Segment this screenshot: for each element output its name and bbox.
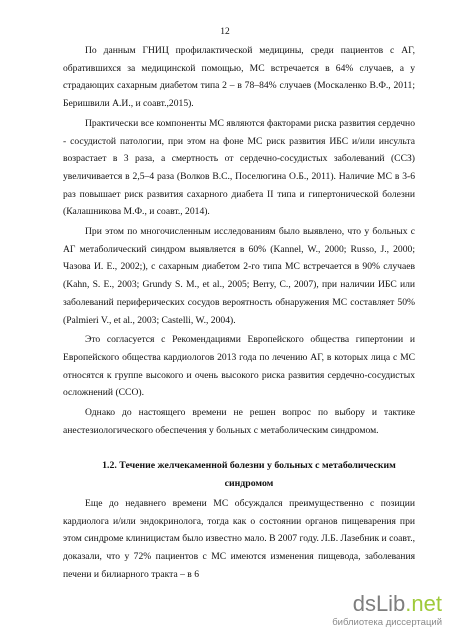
paragraph-ms-risk-factors: Практически все компоненты МС являются факторами риска развития сердечно - сосудистой патологии, при этом на фоне МС риск развития ИБС и/или инсульта возрастает в 3 раза, а смертность от сердечно-сосудистых заболеваний (ССЗ) увеличивается в 2,5–4 раза (Волков В.С., Поселюгина О.Б., 2011). Наличие МС в 3-6 раз повышает риск развития сахарного диабета II типа и гипертонической болезни (Калашникова М.Ф., и соавт., 2014). (63, 117, 415, 218)
paragraph-gastro-history: Еще до недавнего времени МС обсуждался преимущественно с позиции кардиолога и/или эндокринолога, тогда как о состоянии органов пищеварения при этом синдроме клиницистам было известно мало. В 2007 году. Л.Б. Лазебник и соавт., доказали, что у 72% пациентов с МС имеются изменения пищевода, заболевания печени и билиарного тракта – в 6 (63, 497, 415, 580)
paragraph-gnic-statistics: По данным ГНИЦ профилактической медицины, среди пациентов с АГ, обратившихся за медицинской помощью, МС встречается в 64% случаев, а у страдающих сахарным диабетом типа 2 – в 78–84% случаев (Москаленко В.Ф., 2011; Беришвили А.И., и соавт.,2015). (63, 45, 415, 110)
page-number: 12 (220, 27, 230, 37)
dslib-watermark (330, 592, 442, 630)
document-body (63, 42, 415, 583)
dslib-logo: dsLib.net (352, 591, 442, 616)
section-heading: 1.2. Течение желчекаменной болезни у больных с метаболическим синдромом (102, 460, 396, 490)
paragraph-european-recommendations: Это согласуется с Рекомендациями Европейского общества гипертонии и Европейского общества кардиологов 2013 года по лечению АГ, в которых лица с МС относятся к группе высокого и очень высокого риска развития сердечно-сосудистых осложнений (ССО). (63, 334, 415, 399)
paragraph-studies-prevalence: При этом по многочисленным исследованиям было выявлено, что у больных с АГ метаболический синдром выявляется в 60% (Kannel, W., 2000; Russo, J., 2000; Чазова И. Е., 2002;), с сахарным диабетом 2-го типа МС встречается в 90% случаев (Kahn, S. E., 2003; Grundy S. M., et al., 2005; Berry, C., 2007), при наличии ИБС или заболеваний периферических сосудов вероятность обнаружения МС составляет 50% (Palmieri V., et al., 2003; Castelli, W., 2004). (63, 226, 415, 326)
paragraph-anesthesia-question: Однако до настоящего времени не решен вопрос по выбору и тактике анестезиологического обеспечения у больных с метаболическим синдромом. (63, 407, 415, 436)
watermark-caption: библиотека диссертаций (332, 617, 442, 628)
